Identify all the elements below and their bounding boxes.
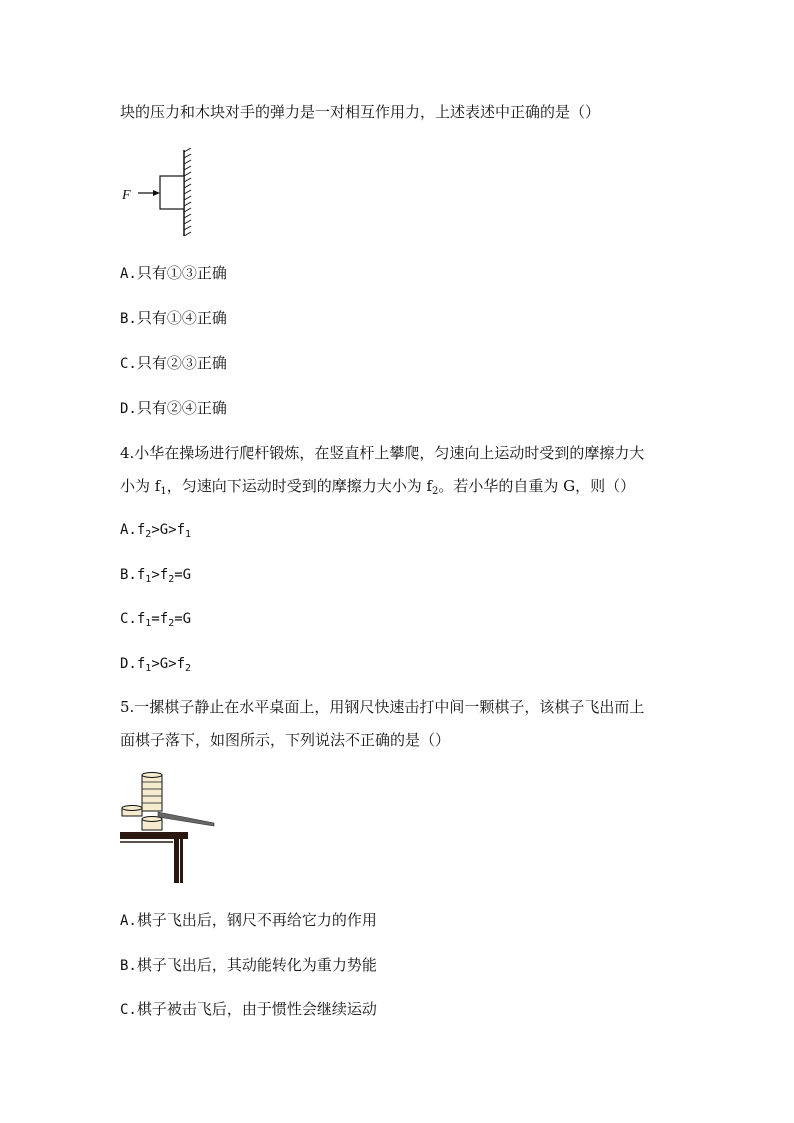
option-text: >G>f: [151, 656, 186, 672]
q5-stem-line-1: 5.一摞棋子静止在水平桌面上，用钢尺快速击打中间一颗棋子，该棋子飞出而上: [120, 698, 645, 716]
option-letter: B.: [120, 958, 137, 974]
option-text: =G: [174, 567, 192, 583]
q4-option-d: [120, 654, 191, 674]
q4-option-a: [120, 520, 191, 540]
q4-option-b: [120, 565, 191, 585]
option-text: 只有②③正确: [136, 354, 227, 372]
q5-figure-chess-stack-table: [118, 772, 218, 884]
option-text: 只有①④正确: [136, 309, 227, 327]
option-letter: C.: [120, 1002, 137, 1018]
bottom-chess-piece: [142, 817, 162, 831]
q3-option-d: [120, 398, 227, 419]
q4-subscript: 1: [160, 486, 167, 497]
option-text: 棋子飞出后，其动能转化为重力势能: [136, 956, 377, 974]
q5-option-c: [120, 999, 377, 1020]
q4-stem-line-2: [120, 476, 635, 496]
option-letter: A.: [120, 913, 137, 929]
q5-option-a: [120, 910, 377, 931]
option-subscript: 2: [185, 663, 192, 674]
q4-text: ，匀速向下运动时受到的摩擦力大小为 f: [166, 477, 433, 495]
option-subscript: 2: [145, 529, 152, 540]
option-text: >f: [151, 567, 169, 583]
q5-stem-line-2: 面棋子落下，如图所示，下列说法不正确的是（）: [120, 731, 451, 749]
table: [120, 832, 188, 883]
option-text: 棋子飞出后，钢尺不再给它力的作用: [136, 911, 377, 929]
q4-option-c: [120, 609, 191, 629]
q3-figure-hand-block-wall: [118, 148, 198, 240]
q3-option-c: [120, 353, 227, 374]
q4-text: 。若小华的自重为 G，则（）: [438, 477, 636, 495]
option-subscript: 1: [185, 529, 192, 540]
chess-stack: [142, 773, 162, 812]
option-subscript: 1: [145, 574, 152, 585]
option-text: B.f: [120, 567, 146, 583]
option-text: 只有②④正确: [136, 399, 227, 417]
q3-option-b: [120, 308, 227, 329]
option-subscript: 1: [145, 618, 152, 629]
option-text: A.f: [120, 522, 146, 538]
option-text: >G>f: [151, 522, 186, 538]
wood-block: [160, 176, 184, 209]
option-text: D.f: [120, 656, 146, 672]
q3-stem-tail: 块的压力和木块对手的弹力是一对相互作用力，上述表述中正确的是（）: [120, 103, 601, 121]
q4-text: 小为 f: [120, 477, 161, 495]
option-text: C.f: [120, 611, 146, 627]
steel-ruler: [158, 812, 214, 826]
option-letter: B.: [120, 311, 137, 327]
option-text: 棋子被击飞后，由于惯性会继续运动: [136, 1000, 377, 1018]
q5-option-b: [120, 955, 377, 976]
q3-option-a: [120, 263, 227, 284]
option-letter: D.: [120, 401, 137, 417]
option-letter: A.: [120, 266, 137, 282]
force-label: F: [122, 188, 131, 203]
flying-chess-piece: [122, 806, 142, 817]
q4-stem-line-1: 4.小华在操场进行爬杆锻炼，在竖直杆上攀爬，匀速向上运动时受到的摩擦力大: [120, 444, 645, 462]
wall: [184, 148, 191, 236]
option-subscript: 2: [168, 574, 175, 585]
option-subscript: 1: [145, 663, 152, 674]
option-text: =f: [151, 611, 169, 627]
option-text: 只有①③正确: [136, 264, 227, 282]
option-subscript: 2: [168, 618, 175, 629]
option-text: =G: [174, 611, 192, 627]
q4-subscript: 2: [432, 486, 439, 497]
force-arrow: [138, 190, 160, 196]
option-letter: C.: [120, 356, 137, 372]
